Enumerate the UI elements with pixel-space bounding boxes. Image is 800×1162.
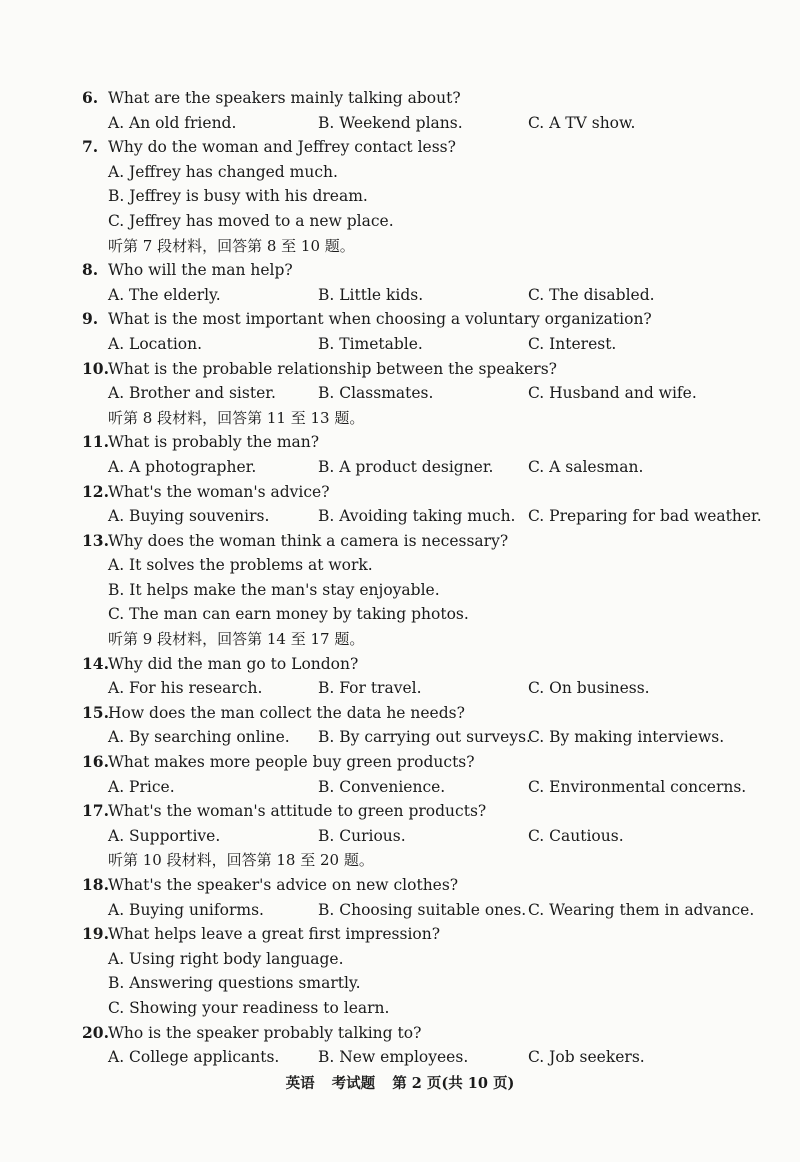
question-list bbox=[82, 86, 772, 1070]
question-number: 16. bbox=[82, 752, 109, 772]
question-text: Why did the man go to London? bbox=[108, 654, 359, 673]
option-b: B. Little kids. bbox=[318, 285, 424, 304]
option-b: B. Convenience. bbox=[318, 777, 446, 796]
options-row bbox=[82, 283, 772, 308]
option-a: A. Brother and sister. bbox=[108, 384, 276, 403]
option-b: B. Weekend plans. bbox=[318, 113, 463, 132]
option-b: B. Classmates. bbox=[318, 384, 434, 403]
question-text: What are the speakers mainly talking about? bbox=[108, 89, 461, 107]
question-number: 7. bbox=[82, 137, 99, 157]
question-number: 14. bbox=[82, 653, 109, 673]
question-number: 15. bbox=[82, 702, 109, 722]
question-line bbox=[82, 922, 772, 947]
question-line bbox=[82, 750, 772, 775]
option-line: A. Jeffrey has changed much. bbox=[108, 162, 338, 181]
option-c: C. Wearing them in advance. bbox=[528, 900, 755, 919]
option-a: A. An old friend. bbox=[108, 113, 237, 132]
question-text: What's the woman's attitude to green products? bbox=[108, 802, 487, 821]
option-b: B. Timetable. bbox=[318, 334, 423, 353]
option-b: B. Avoiding taking much. bbox=[318, 507, 516, 526]
question-text: What makes more people buy green products? bbox=[108, 753, 475, 772]
option-a: A. Buying uniforms. bbox=[108, 900, 264, 919]
options-row bbox=[82, 824, 772, 849]
question-number: 20. bbox=[82, 1022, 109, 1042]
question-number: 13. bbox=[82, 530, 109, 550]
options-row bbox=[82, 504, 772, 529]
option-c: C. By making interviews. bbox=[528, 728, 725, 747]
option-line: C. The man can earn money by taking photos. bbox=[108, 605, 469, 624]
option-b: B. A product designer. bbox=[318, 457, 494, 476]
question-text: What is probably the man? bbox=[108, 433, 320, 452]
question-text: Why do the woman and Jeffrey contact less? bbox=[108, 138, 456, 157]
option-b: B. Curious. bbox=[318, 826, 406, 845]
options-row bbox=[82, 381, 772, 406]
question-line bbox=[82, 701, 772, 726]
question-number: 8. bbox=[82, 260, 99, 280]
option-c: C. Environmental concerns. bbox=[528, 777, 747, 796]
section-instruction: 听第 7 段材料，回答第 8 至 10 题。 bbox=[108, 236, 355, 255]
option-a: A. College applicants. bbox=[108, 1048, 280, 1067]
question-number: 12. bbox=[82, 481, 109, 501]
section-instruction: 听第 10 段材料，回答第 18 至 20 题。 bbox=[108, 851, 374, 870]
options-row bbox=[82, 725, 772, 750]
section-instruction: 听第 9 段材料，回答第 14 至 17 题。 bbox=[108, 630, 365, 649]
option-line: A. Using right body language. bbox=[108, 949, 344, 968]
question-text: How does the man collect the data he needs? bbox=[108, 703, 465, 722]
question-line bbox=[82, 873, 772, 898]
option-line: B. Answering questions smartly. bbox=[108, 974, 361, 993]
question-number: 10. bbox=[82, 358, 109, 378]
question-line bbox=[82, 430, 772, 455]
options-row bbox=[82, 455, 772, 480]
option-b: B. New employees. bbox=[318, 1048, 469, 1067]
option-line: B. It helps make the man's stay enjoyable. bbox=[108, 580, 440, 599]
option-line: C. Showing your readiness to learn. bbox=[108, 998, 390, 1017]
option-c: C. Husband and wife. bbox=[528, 384, 697, 403]
option-b: B. For travel. bbox=[318, 679, 422, 698]
option-a: A. The elderly. bbox=[108, 285, 221, 304]
footer-subject: 英语 bbox=[285, 1075, 315, 1092]
question-line bbox=[82, 86, 772, 111]
option-c: C. The disabled. bbox=[528, 285, 655, 304]
option-a: A. By searching online. bbox=[108, 728, 290, 747]
question-text: What helps leave a great first impression? bbox=[108, 925, 441, 944]
option-c: C. Job seekers. bbox=[528, 1048, 645, 1067]
question-text: Who will the man help? bbox=[108, 261, 293, 280]
options-row bbox=[82, 111, 772, 136]
question-number: 9. bbox=[82, 309, 99, 329]
options-row bbox=[82, 775, 772, 800]
option-line: A. It solves the problems at work. bbox=[108, 556, 373, 575]
options-row bbox=[82, 676, 772, 701]
page-footer bbox=[0, 1072, 800, 1093]
question-line bbox=[82, 135, 772, 160]
question-number: 18. bbox=[82, 875, 109, 894]
question-line bbox=[82, 480, 772, 505]
question-number: 11. bbox=[82, 432, 109, 452]
option-a: A. A photographer. bbox=[108, 457, 257, 476]
question-text: Who is the speaker probably talking to? bbox=[108, 1023, 422, 1042]
question-line bbox=[82, 1021, 772, 1046]
options-row bbox=[82, 1045, 772, 1070]
question-number: 6. bbox=[82, 88, 99, 107]
question-text: What is the probable relationship between the speakers? bbox=[108, 359, 557, 378]
question-line bbox=[82, 799, 772, 824]
option-c: C. Interest. bbox=[528, 334, 617, 353]
question-line bbox=[82, 307, 772, 332]
option-a: A. For his research. bbox=[108, 679, 263, 698]
options-row bbox=[82, 332, 772, 357]
question-line bbox=[82, 357, 772, 382]
option-line: C. Jeffrey has moved to a new place. bbox=[108, 211, 394, 230]
question-line bbox=[82, 529, 772, 554]
option-c: C. Cautious. bbox=[528, 826, 624, 845]
option-line: B. Jeffrey is busy with his dream. bbox=[108, 187, 368, 206]
option-c: C. Preparing for bad weather. bbox=[528, 507, 762, 526]
footer-page-number: 第 2 页(共 10 页) bbox=[392, 1075, 515, 1092]
option-b: B. By carrying out surveys. bbox=[318, 728, 531, 747]
option-c: C. A salesman. bbox=[528, 457, 644, 476]
option-a: A. Buying souvenirs. bbox=[108, 507, 270, 526]
question-text: What is the most important when choosing a voluntary organization? bbox=[108, 310, 652, 329]
option-a: A. Supportive. bbox=[108, 826, 221, 845]
footer-label: 考试题 bbox=[331, 1075, 376, 1092]
option-a: A. Price. bbox=[108, 777, 175, 796]
question-text: What's the woman's advice? bbox=[108, 482, 330, 501]
option-a: A. Location. bbox=[108, 334, 203, 353]
question-text: Why does the woman think a camera is necessary? bbox=[108, 531, 509, 550]
options-row bbox=[82, 898, 772, 923]
question-number: 17. bbox=[82, 801, 109, 821]
option-b: B. Choosing suitable ones. bbox=[318, 900, 527, 919]
question-text: What's the speaker's advice on new clothes? bbox=[108, 876, 459, 894]
option-c: C. On business. bbox=[528, 679, 650, 698]
section-instruction: 听第 8 段材料，回答第 11 至 13 题。 bbox=[108, 408, 365, 427]
question-number: 19. bbox=[82, 924, 109, 944]
question-line bbox=[82, 258, 772, 283]
question-line bbox=[82, 652, 772, 677]
option-c: C. A TV show. bbox=[528, 113, 636, 132]
